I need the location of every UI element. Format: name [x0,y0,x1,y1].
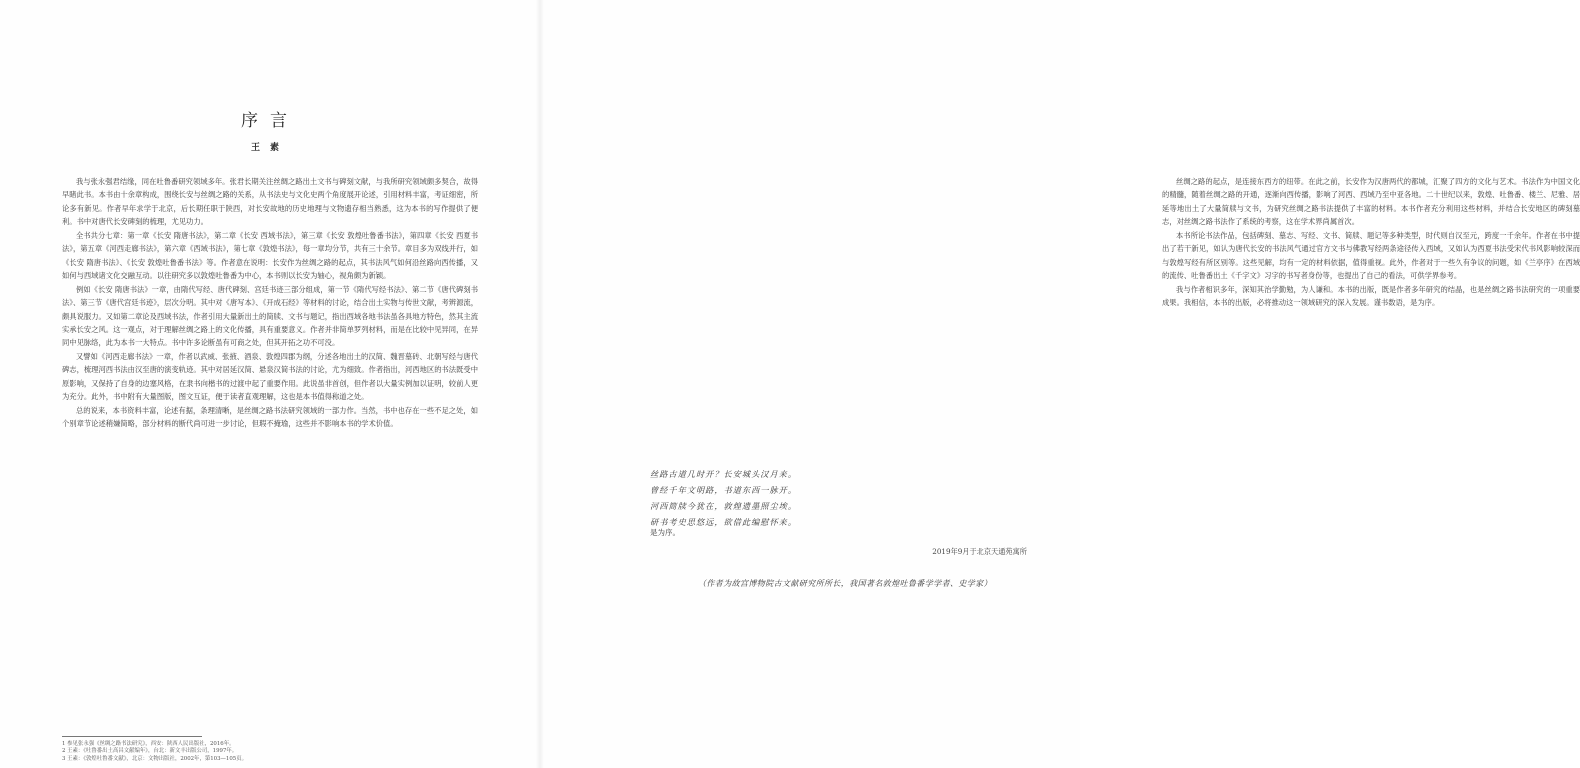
poem-line: 曾经千年文明路，书道东西一脉开。 [650,485,798,495]
paragraph: 又譬如《河西走廊书法》一章，作者以武威、张掖、酒泉、敦煌四郡为纲，分述各地出土的汉简、魏晋墓砖、北朝写经与唐代碑志，梳理河西书法由汉至唐的演变轨迹。其中对居延汉简、悬泉汉简书法的讨论，尤为细致。作者指出，河西地区的书法既受中原影响，又保持了自身的边塞风格，在隶书向楷书的过渡中起了重要作用。此说虽非首创，但作者以大量实例加以证明，较前人更为充分。此外，书中附有大量图版，图文互证，便于读者直观理解，这也是本书值得称道之处。 [62,351,478,402]
signature-date: 2019年9月于北京天通苑寓所 [932,547,1027,556]
left-page [0,0,540,768]
footnote-divider [62,736,202,737]
right-body-text [1162,175,1580,310]
footnote: 1 参见张永强《丝绸之路书法研究》，西安：陕西人民出版社，2016年。 [62,741,235,747]
footnote: 3 王素：《敦煌吐鲁番文献》，北京：文物出版社，2002年，第103—105页。 [62,755,247,762]
poem-line: 河西简牍今犹在，敦煌遗墨照尘埃。 [650,501,798,511]
paragraph: 本书所论书法作品，包括碑刻、墓志、写经、文书、简牍、题记等多种类型，时代则自汉至元，跨度一千余年。作者在书中提出了若干新见，如认为唐代长安的书法风气通过官方文书与佛教写经两条途径传入西域，又如认为西夏书法受宋代书风影响较深而与敦煌写经有所区别等。这些见解，均有一定的材料依据，值得重视。此外，作者对于一些久有争议的问题，如《兰亭序》在西域的流传、吐鲁番出土《千字文》习字的书写者身份等，也提出了自己的看法，可供学界参考。 [1162,230,1580,281]
paragraph: 我与张永强君结缘，同在吐鲁番研究领域多年。张君长期关注丝绸之路出土文书与碑刻文献，与我所研究领域颇多契合，故得早睹此书。本书由十余章构成，围绕长安与丝绸之路的关系，从书法史与文化史两个角度展开论述，引用材料丰富，考证细密，所论多有新见。作者早年求学于北京，后长期任职于陕西，对长安故地的历史地理与文物遗存相当熟悉，这为本书的写作提供了便利。书中对唐代长安碑刻的梳理，尤见功力。 [62,177,478,227]
poem-line: 丝路古道几时开？长安城头汉月来。 [650,469,798,479]
paragraph: 总的说来，本书资料丰富，论述有据，条理清晰，是丝绸之路书法研究领域的一部力作。当然，书中也存在一些不足之处，如个别章节论述稍嫌简略，部分材料的断代尚可进一步讨论，但瑕不掩瑜，这些并不影响本书的学术价值。 [62,405,478,429]
closing-signature: 是为序。 [650,528,680,537]
page-title: 序言 [241,111,299,131]
paragraph: 全书共分七章：第一章《长安 隋唐书法》，第二章《长安 西域书法》，第三章《长安 敦煌吐鲁番书法》，第四章《长安 西夏书法》，第五章《河西走廊书法》，第六章《西域书法》，第七章《敦煌书法》，每一章均分节，共有三十余节。章目多为双线并行，如《长安 隋唐书法》、《长安 敦煌吐鲁番书法》等。作者意在说明：长安作为丝绸之路的起点，其书法风气如何沿丝路向西传播，又如何与西域诸文化交融互动。以往研究多以敦煌吐鲁番为中心，本书则以长安为轴心，视角颇为新颖。 [62,230,478,281]
author-bio: （作者为故宫博物院古文献研究所所长，我国著名敦煌吐鲁番学学者、史学家） [698,579,992,588]
poem-line: 研书考史思悠远，欲借此编慰怀来。 [650,517,798,527]
left-body-text [62,175,478,431]
closing-poem [650,466,1030,530]
footnote: 2 王素：《吐鲁番出土高昌文献编年》，台北：新文丰出版公司，1997年。 [62,748,238,755]
paragraph: 我与作者相识多年，深知其治学勤勉，为人谦和。本书的出版，既是作者多年研究的结晶，也是丝绸之路书法研究的一项重要成果。我相信，本书的出版，必将推动这一领域研究的深入发展。谨书数语，是为序。 [1162,284,1580,308]
author-name: 王素 [250,143,289,153]
footnotes [62,741,478,763]
paragraph: 丝绸之路的起点，是连接东西方的纽带。在此之前，长安作为汉唐两代的都城，汇聚了四方的文化与艺术。书法作为中国文化的精髓，随着丝绸之路的开通，逐渐向西传播，影响了河西、西域乃至中亚各地。二十世纪以来，敦煌、吐鲁番、楼兰、尼雅、居延等地出土了大量简牍与文书，为研究丝绸之路书法提供了丰富的材料。本书作者充分利用这些材料，并结合长安地区的碑刻墓志，对丝绸之路书法作了系统的考察，这在学术界尚属首次。 [1162,177,1580,227]
right-page [540,0,1580,768]
paragraph: 例如《长安 隋唐书法》一章，由隋代写经、唐代碑刻、宫廷书迹三部分组成，第一节《隋代写经书法》、第二节《唐代碑刻书法》、第三节《唐代宫廷书迹》，层次分明。其中对《唐写本》、《开成石经》等材料的讨论，结合出土实物与传世文献，考辨源流，颇具说服力。又如第二章论及西域书法，作者引用大量新出土的简牍、文书与题记，指出西域各地书法虽各具地方特色，然其主流实承长安之风。这一观点，对于理解丝绸之路上的文化传播，具有重要意义。作者并非简单罗列材料，而是在比较中见异同，在异同中见脉络，此为本书一大特点。书中许多论断虽有可商之处，但其开拓之功不可没。 [62,284,478,348]
